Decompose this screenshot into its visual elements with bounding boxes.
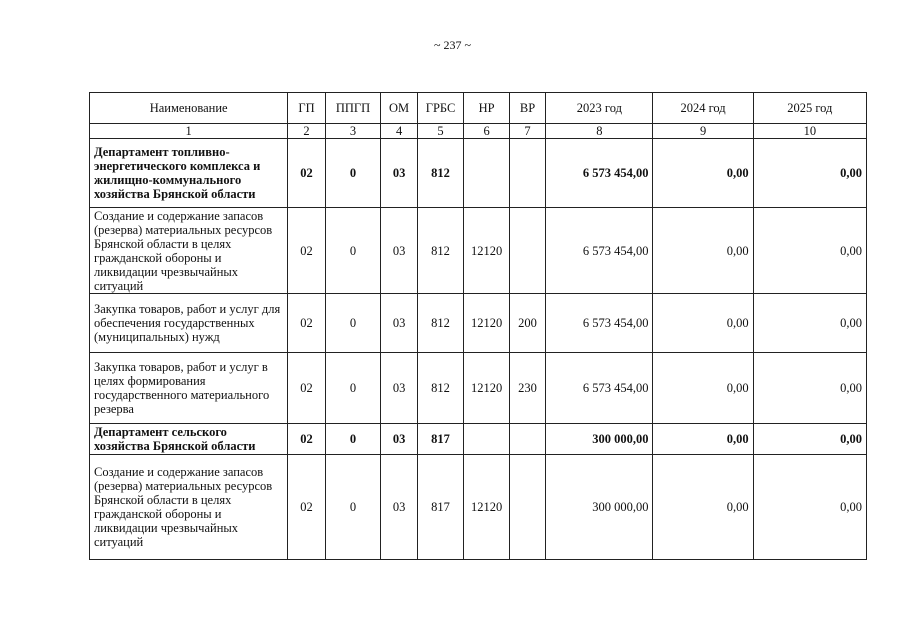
row-name: Создание и содержание запасов (резерва) материальных ресурсов Брянской области в целях гражданской обороны и ликвидации чрезвычайных ситуаций [90,208,288,294]
row-gp: 02 [288,353,325,424]
row-2024: 0,00 [653,424,753,455]
row-grbs: 812 [417,139,464,208]
column-number: 5 [417,124,464,139]
header-om: ОМ [381,93,417,124]
row-gp: 02 [288,208,325,294]
header-nr: НР [464,93,510,124]
header-2024: 2024 год [653,93,753,124]
row-grbs: 812 [417,208,464,294]
column-number: 10 [753,124,866,139]
row-om: 03 [381,353,417,424]
row-2024: 0,00 [653,353,753,424]
column-number: 2 [288,124,325,139]
row-2024: 0,00 [653,139,753,208]
row-grbs: 812 [417,353,464,424]
row-nr: 12120 [464,455,510,560]
row-vr [509,139,545,208]
page-number: ~ 237 ~ [434,38,471,52]
row-vr [509,208,545,294]
row-2025: 0,00 [753,353,866,424]
column-number-row [90,124,867,139]
row-grbs: 817 [417,455,464,560]
row-2023: 6 573 454,00 [546,208,653,294]
row-2023: 6 573 454,00 [546,353,653,424]
row-nr: 12120 [464,353,510,424]
column-number: 3 [325,124,381,139]
header-name: Наименование [90,93,288,124]
table-row [90,208,867,294]
table-row [90,353,867,424]
row-om: 03 [381,294,417,353]
row-2024: 0,00 [653,294,753,353]
row-grbs: 812 [417,294,464,353]
row-gp: 02 [288,139,325,208]
row-nr [464,139,510,208]
header-vr: ВР [509,93,545,124]
row-ppgp: 0 [325,294,381,353]
budget-table [89,92,867,560]
row-name: Закупка товаров, работ и услуг в целях формирования государственного материального резерва [90,353,288,424]
row-vr: 200 [509,294,545,353]
row-nr: 12120 [464,294,510,353]
row-2023: 300 000,00 [546,455,653,560]
row-gp: 02 [288,455,325,560]
row-2025: 0,00 [753,455,866,560]
header-ppgp: ППГП [325,93,381,124]
row-om: 03 [381,455,417,560]
table-row [90,139,867,208]
row-2025: 0,00 [753,208,866,294]
row-vr: 230 [509,353,545,424]
row-name: Закупка товаров, работ и услуг для обеспечения государственных (муниципальных) нужд [90,294,288,353]
row-gp: 02 [288,294,325,353]
row-2025: 0,00 [753,139,866,208]
row-vr [509,424,545,455]
row-2023: 6 573 454,00 [546,294,653,353]
column-number: 1 [90,124,288,139]
row-2024: 0,00 [653,208,753,294]
row-2025: 0,00 [753,294,866,353]
row-nr: 12120 [464,208,510,294]
row-ppgp: 0 [325,455,381,560]
table-row [90,424,867,455]
row-vr [509,455,545,560]
header-2023: 2023 год [546,93,653,124]
row-om: 03 [381,208,417,294]
row-om: 03 [381,424,417,455]
row-grbs: 817 [417,424,464,455]
row-2023: 300 000,00 [546,424,653,455]
row-ppgp: 0 [325,139,381,208]
row-ppgp: 0 [325,353,381,424]
column-number: 8 [546,124,653,139]
row-gp: 02 [288,424,325,455]
row-nr [464,424,510,455]
header-2025: 2025 год [753,93,866,124]
header-grbs: ГРБС [417,93,464,124]
row-2023: 6 573 454,00 [546,139,653,208]
column-number: 6 [464,124,510,139]
row-name: Департамент топливно-энергетического комплекса и жилищно-коммунального хозяйства Брянской области [90,139,288,208]
row-name: Департамент сельского хозяйства Брянской области [90,424,288,455]
column-number: 7 [509,124,545,139]
header-gp: ГП [288,93,325,124]
row-2025: 0,00 [753,424,866,455]
column-number: 4 [381,124,417,139]
column-number: 9 [653,124,753,139]
row-name: Создание и содержание запасов (резерва) материальных ресурсов Брянской области в целях гражданской обороны и ликвидации чрезвычайных ситуаций [90,455,288,560]
row-ppgp: 0 [325,208,381,294]
header-row [90,93,867,124]
row-ppgp: 0 [325,424,381,455]
row-om: 03 [381,139,417,208]
table-row [90,294,867,353]
table-row [90,455,867,560]
row-2024: 0,00 [653,455,753,560]
